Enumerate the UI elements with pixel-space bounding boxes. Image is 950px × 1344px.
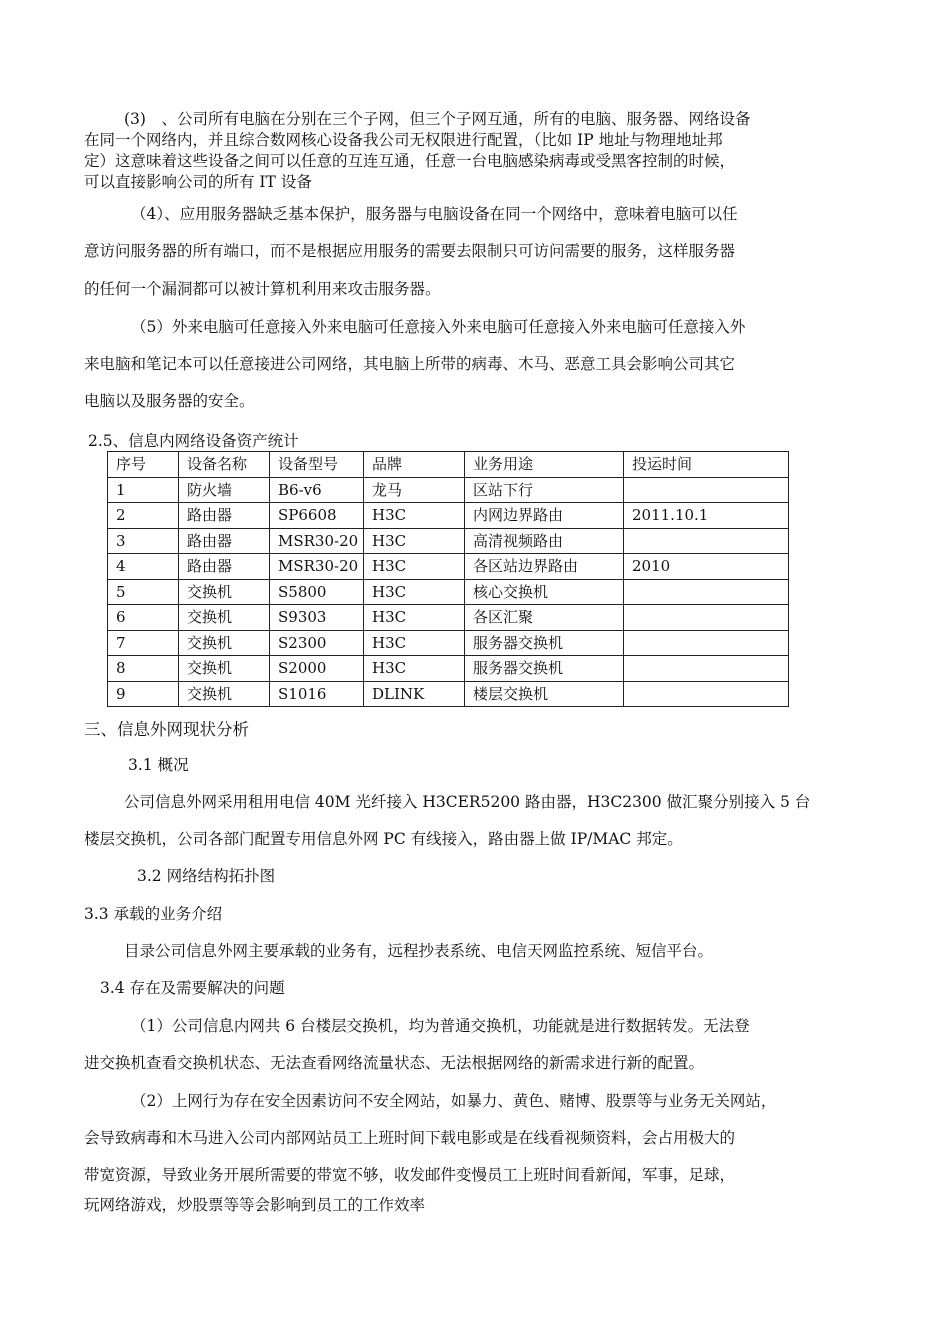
table-cell: 交换机 [179, 605, 270, 631]
section-3-1-line-2: 楼层交换机，公司各部门配置专用信息外网 PC 有线接入，路由器上做 IP/MAC 邦定。 [84, 830, 683, 848]
table-cell: S1016 [270, 681, 364, 707]
section-3-4-item2-line-3: 带宽资源，导致业务开展所需要的带宽不够，收发邮件变慢员工上班时间看新闻，军事，足球， [84, 1166, 736, 1184]
table-cell: S5800 [270, 579, 364, 605]
table-cell: 2 [108, 503, 179, 529]
section-3-1-title: 3.1 概况 [128, 756, 189, 774]
table-cell [624, 656, 789, 682]
table-cell [624, 477, 789, 503]
table-cell: H3C [364, 579, 465, 605]
table-header-cell: 投运时间 [624, 452, 789, 478]
table-cell [624, 528, 789, 554]
para3-line-2: 在同一个网络内，并且综合数网核心设备我公司无权限进行配置，（比如 IP 地址与物理地址邦 [84, 131, 723, 149]
table-cell [624, 630, 789, 656]
table-header-cell: 序号 [108, 452, 179, 478]
para3-line-1: (3) 、公司所有电脑在分别在三个子网，但三个子网互通，所有的电脑、服务器、网络设备 [124, 110, 751, 128]
para5-line-2: 来电脑和笔记本可以任意接进公司网络，其电脑上所带的病毒、木马、恶意工具会影响公司其它 [84, 355, 736, 373]
table-header-cell: 设备名称 [179, 452, 270, 478]
para5-line-1: （5）外来电脑可任意接入外来电脑可任意接入外来电脑可任意接入外来电脑可任意接入外 [131, 318, 746, 336]
table-cell: 龙马 [364, 477, 465, 503]
table-cell: 服务器交换机 [465, 630, 624, 656]
section-2-5-title: 2.5、信息内网络设备资产统计 [88, 432, 299, 450]
table-row [108, 477, 789, 503]
table-row [108, 630, 789, 656]
section-3-3-line-1: 目录公司信息外网主要承载的业务有，远程抄表系统、电信天网监控系统、短信平台。 [124, 942, 714, 960]
section-3-4-title: 3.4 存在及需要解决的问题 [100, 979, 285, 997]
table-header-cell: 业务用途 [465, 452, 624, 478]
section-3-4-item2-line-4: 玩网络游戏，炒股票等等会影响到员工的工作效率 [84, 1196, 426, 1214]
table-cell: 交换机 [179, 681, 270, 707]
table-cell: 路由器 [179, 554, 270, 580]
table-cell: 内网边界路由 [465, 503, 624, 529]
table-cell: 8 [108, 656, 179, 682]
table-row [108, 554, 789, 580]
table-cell: 交换机 [179, 579, 270, 605]
table-header-cell: 品牌 [364, 452, 465, 478]
section-3-4-item2-line-2: 会导致病毒和木马进入公司内部网站员工上班时间下载电影或是在线看视频资料，会占用极大的 [84, 1129, 736, 1147]
table-row [108, 681, 789, 707]
table-cell [624, 605, 789, 631]
table-cell: 楼层交换机 [465, 681, 624, 707]
table-cell: MSR30-20 [270, 554, 364, 580]
table-cell: S2000 [270, 656, 364, 682]
table-cell: 交换机 [179, 630, 270, 656]
table-cell: H3C [364, 605, 465, 631]
table-header-row [108, 452, 789, 478]
table-cell: S2300 [270, 630, 364, 656]
table-cell: 核心交换机 [465, 579, 624, 605]
table-cell: 3 [108, 528, 179, 554]
section-3-4-item1-line-2: 进交换机查看交换机状态、无法查看网络流量状态、无法根据网络的新需求进行新的配置。 [84, 1054, 705, 1072]
table-cell: 9 [108, 681, 179, 707]
table-cell: 防火墙 [179, 477, 270, 503]
table-cell: H3C [364, 528, 465, 554]
section-3-4-item2-line-1: （2）上网行为存在安全因素访问不安全网站，如暴力、黄色、赌博、股票等与业务无关网站， [131, 1092, 777, 1110]
table-cell: 2010 [624, 554, 789, 580]
table-cell: H3C [364, 503, 465, 529]
table-cell: 区站下行 [465, 477, 624, 503]
table-header-cell: 设备型号 [270, 452, 364, 478]
table-row [108, 656, 789, 682]
table-cell: MSR30-20 [270, 528, 364, 554]
table-row [108, 579, 789, 605]
table-cell: H3C [364, 656, 465, 682]
table-cell: 1 [108, 477, 179, 503]
table-row [108, 528, 789, 554]
table-row [108, 605, 789, 631]
table-cell: S9303 [270, 605, 364, 631]
section-3-2-title: 3.2 网络结构拓扑图 [137, 867, 276, 885]
table-cell: SP6608 [270, 503, 364, 529]
table-cell: 6 [108, 605, 179, 631]
para4-line-1: （4）、应用服务器缺乏基本保护，服务器与电脑设备在同一个网络中，意味着电脑可以任 [131, 205, 738, 223]
table-cell: 各区汇聚 [465, 605, 624, 631]
table-cell: 高清视频路由 [465, 528, 624, 554]
table-cell: 7 [108, 630, 179, 656]
para4-line-3: 的任何一个漏洞都可以被计算机利用来攻击服务器。 [84, 280, 441, 298]
para3-line-4: 可以直接影响公司的所有 IT 设备 [84, 173, 312, 191]
para5-line-3: 电脑以及服务器的安全。 [84, 392, 255, 410]
table-cell: 路由器 [179, 503, 270, 529]
table-cell: 服务器交换机 [465, 656, 624, 682]
table-cell: DLINK [364, 681, 465, 707]
section-3-title: 三、信息外网现状分析 [84, 720, 249, 739]
table-cell: 交换机 [179, 656, 270, 682]
section-3-3-title: 3.3 承载的业务介绍 [84, 905, 223, 923]
table-cell: 4 [108, 554, 179, 580]
asset-table [107, 451, 789, 707]
table-cell [624, 579, 789, 605]
table-cell: 2011.10.1 [624, 503, 789, 529]
table-cell [624, 681, 789, 707]
table-row [108, 503, 789, 529]
table-cell: 5 [108, 579, 179, 605]
table-cell: 各区站边界路由 [465, 554, 624, 580]
section-3-4-item1-line-1: （1）公司信息内网共 6 台楼层交换机，均为普通交换机，功能就是进行数据转发。无法登 [131, 1017, 750, 1035]
section-3-1-line-1: 公司信息外网采用租用电信 40M 光纤接入 H3CER5200 路由器，H3C2300 做汇聚分别接入 5 台 [124, 793, 811, 811]
table-cell: B6-v6 [270, 477, 364, 503]
table-cell: H3C [364, 630, 465, 656]
table-cell: 路由器 [179, 528, 270, 554]
table-cell: H3C [364, 554, 465, 580]
para3-line-3: 定）这意味着这些设备之间可以任意的互连互通，任意一台电脑感染病毒或受黑客控制的时候， [84, 152, 736, 170]
para4-line-2: 意访问服务器的所有端口，而不是根据应用服务的需要去限制只可访问需要的服务，这样服务器 [84, 242, 736, 260]
